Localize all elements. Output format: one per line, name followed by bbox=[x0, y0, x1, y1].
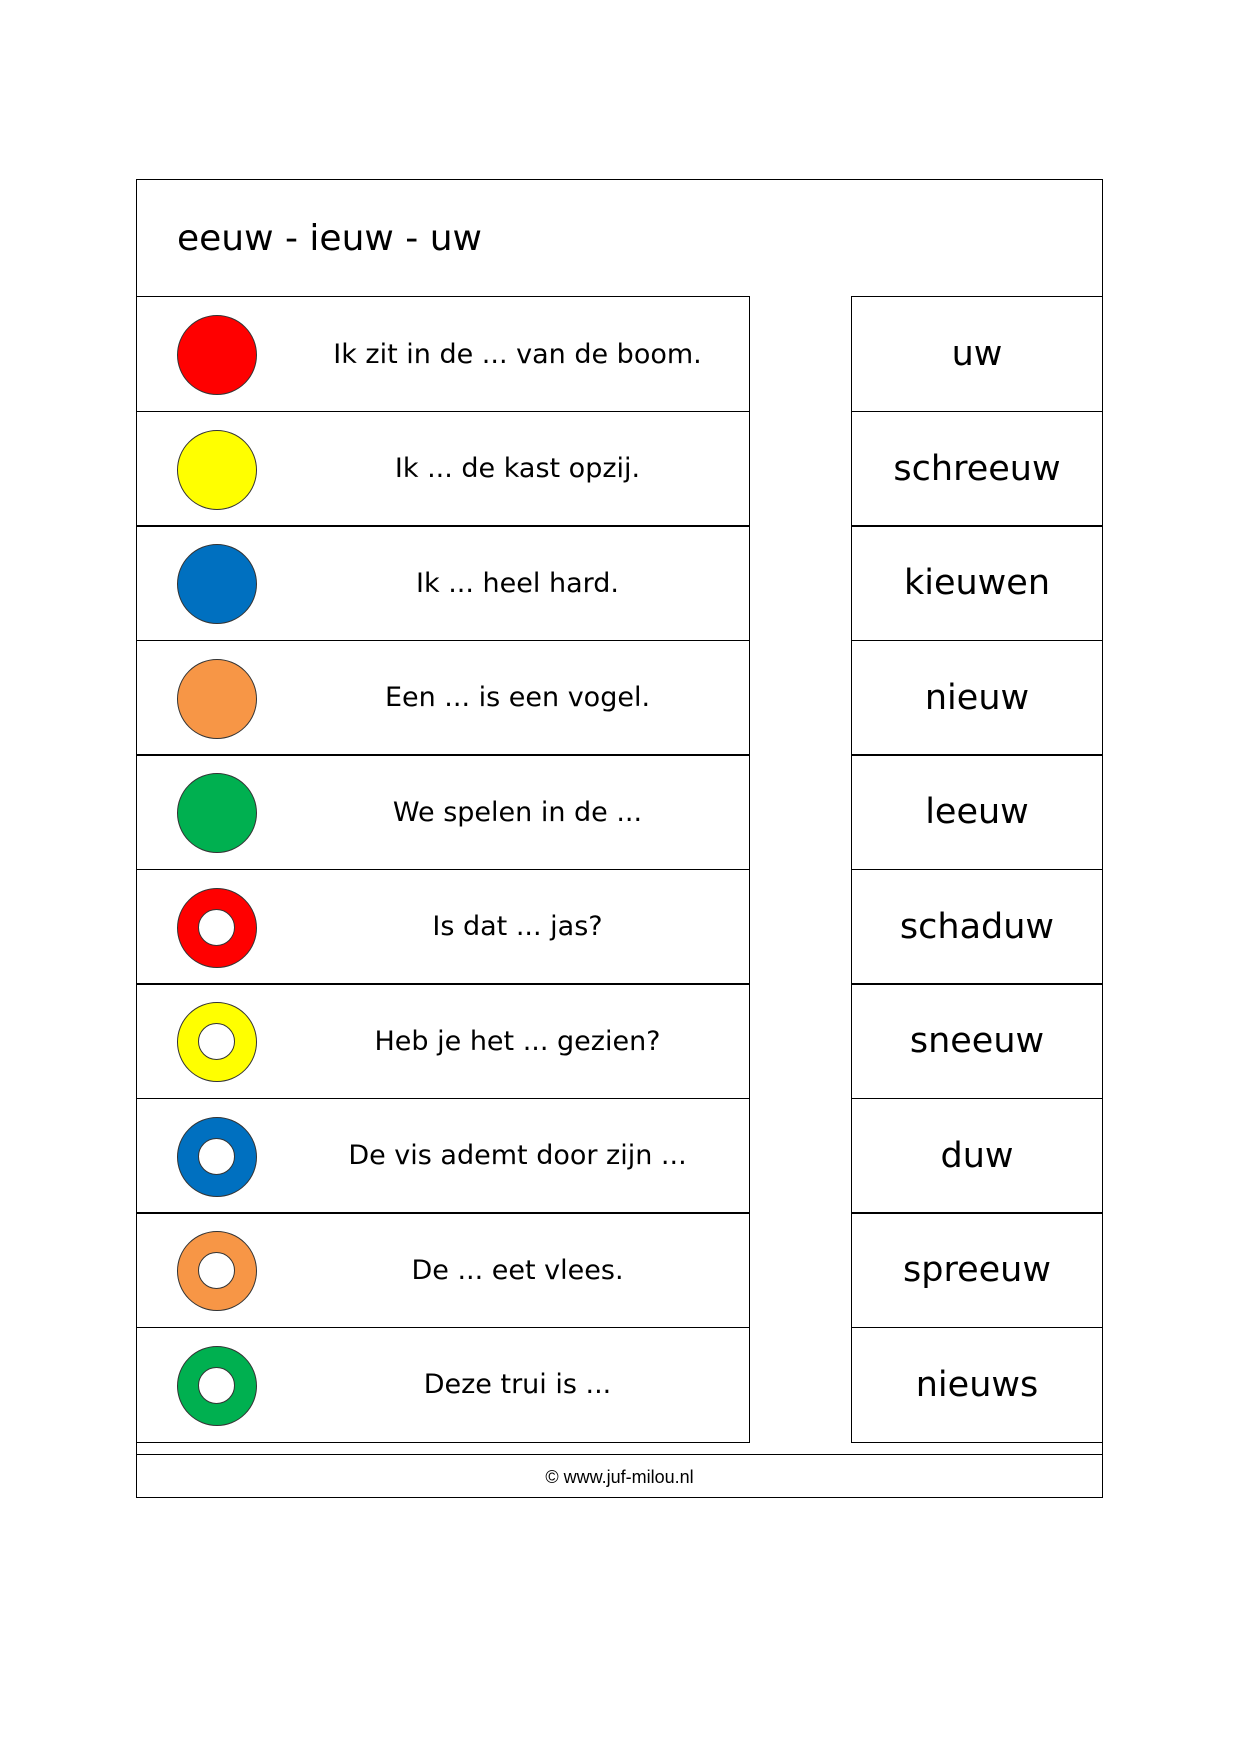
sentence-row bbox=[136, 296, 750, 412]
sentence-row bbox=[136, 754, 750, 870]
sentence-row bbox=[136, 869, 750, 985]
sentence-text: Deze trui is ... bbox=[423, 1369, 612, 1400]
sentence-row bbox=[136, 525, 750, 641]
sentence-text: Is dat ... jas? bbox=[432, 911, 603, 942]
sentence-row bbox=[136, 1212, 750, 1328]
sentence-text: Heb je het ... gezien? bbox=[374, 1025, 661, 1057]
word-column bbox=[851, 296, 1103, 1443]
sentence-text: Ik ... heel hard. bbox=[416, 567, 619, 599]
red-circle-icon bbox=[177, 315, 257, 395]
worksheet-title: eeuw - ieuw - uw bbox=[177, 218, 482, 259]
word-card bbox=[851, 411, 1103, 527]
sentence-row bbox=[136, 640, 750, 756]
yellow-circle-icon bbox=[177, 430, 257, 510]
sentence-row bbox=[136, 1327, 750, 1443]
word-text: leeuw bbox=[925, 792, 1029, 832]
orange-ring-icon bbox=[177, 1231, 257, 1311]
green-circle-icon bbox=[177, 773, 257, 853]
word-text: schaduw bbox=[899, 906, 1055, 947]
sentence-text: Ik ... de kast opzij. bbox=[394, 453, 641, 484]
word-card bbox=[851, 1098, 1103, 1214]
sentence-row bbox=[136, 983, 750, 1099]
sentence-text: Ik zit in de ... van de boom. bbox=[333, 338, 702, 370]
word-text: duw bbox=[940, 1135, 1014, 1176]
word-card bbox=[851, 525, 1103, 641]
word-text: schreeuw bbox=[893, 448, 1061, 489]
sentence-text: De ... eet vlees. bbox=[411, 1254, 624, 1286]
blue-circle-icon bbox=[177, 544, 257, 624]
word-text: nieuws bbox=[915, 1364, 1039, 1405]
word-card bbox=[851, 869, 1103, 985]
word-text: uw bbox=[951, 334, 1003, 374]
word-card bbox=[851, 1212, 1103, 1328]
worksheet bbox=[136, 179, 1103, 1498]
sentence-text: We spelen in de ... bbox=[392, 796, 643, 828]
word-text: nieuw bbox=[924, 677, 1030, 718]
sentence-text: De vis ademt door zijn ... bbox=[348, 1140, 687, 1171]
green-ring-icon bbox=[177, 1346, 257, 1426]
word-text: spreeuw bbox=[903, 1250, 1051, 1290]
word-card bbox=[851, 296, 1103, 412]
red-ring-icon bbox=[177, 888, 257, 968]
sentence-row bbox=[136, 1098, 750, 1214]
sentence-row bbox=[136, 411, 750, 527]
word-card bbox=[851, 983, 1103, 1099]
word-card bbox=[851, 754, 1103, 870]
sentence-column bbox=[136, 296, 750, 1443]
blue-ring-icon bbox=[177, 1117, 257, 1197]
word-card bbox=[851, 1327, 1103, 1443]
footer-copyright: © www.juf-milou.nl bbox=[137, 1454, 1102, 1499]
word-card bbox=[851, 640, 1103, 756]
word-text: sneeuw bbox=[909, 1021, 1045, 1061]
yellow-ring-icon bbox=[177, 1002, 257, 1082]
word-text: kieuwen bbox=[903, 563, 1051, 603]
orange-circle-icon bbox=[177, 659, 257, 739]
sentence-text: Een ... is een vogel. bbox=[384, 682, 651, 713]
